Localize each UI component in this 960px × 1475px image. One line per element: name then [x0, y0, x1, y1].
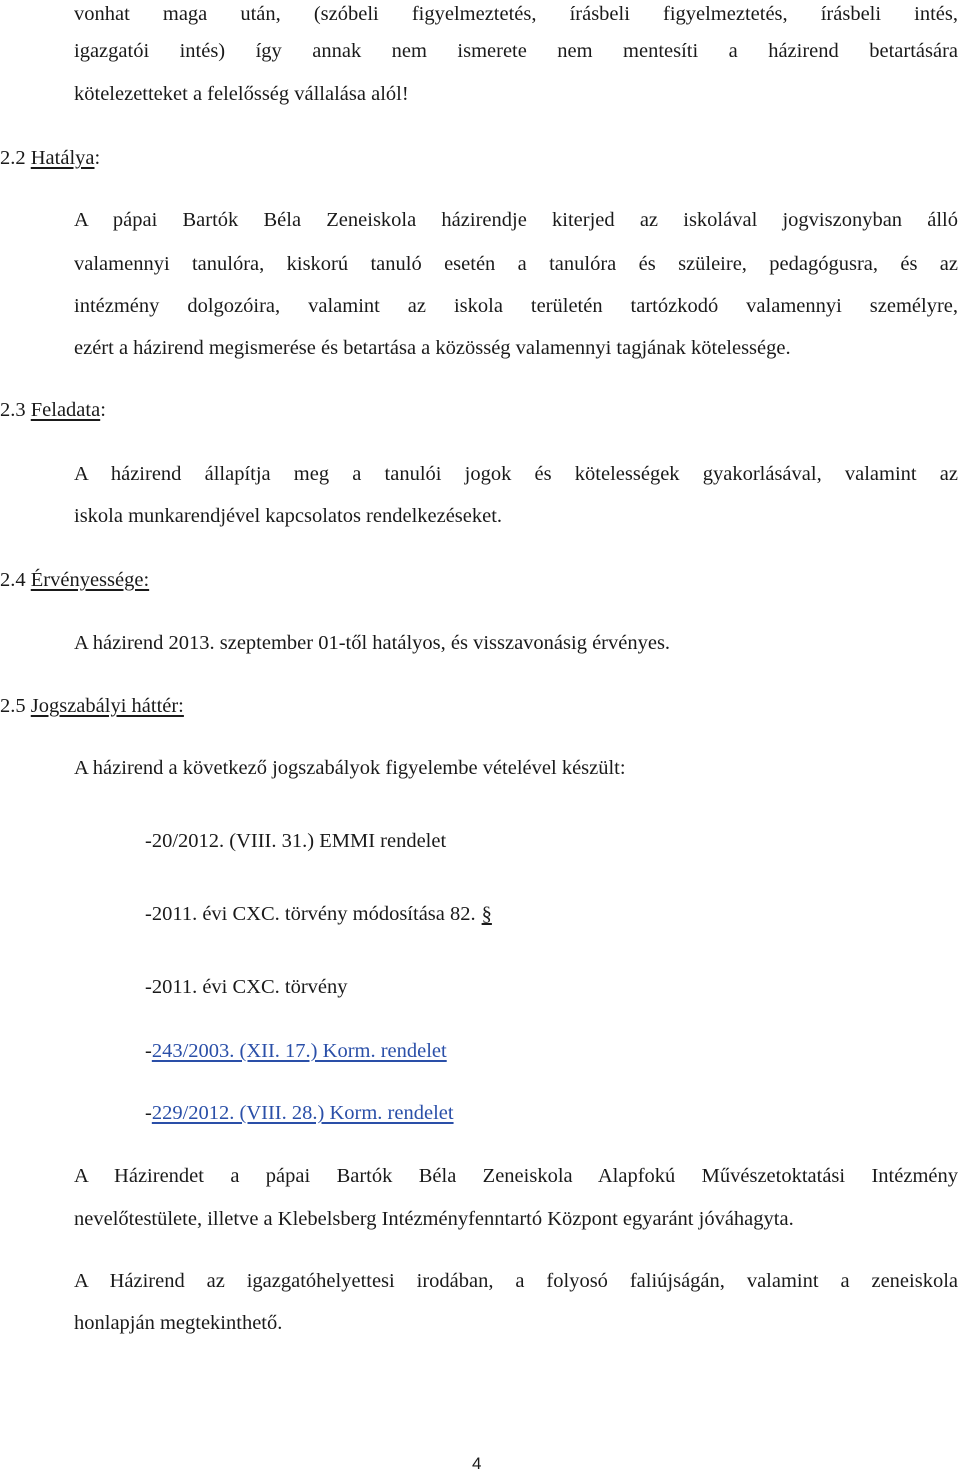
law-item-5 [145, 1103, 454, 1124]
closing-p2-line-2: honlapján megtekinthető. [74, 1312, 283, 1334]
closing-p1-line-2: nevelőtestülete, illetve a Klebelsberg Intézményfenntartó Központ egyaránt jóváhagyta. [74, 1208, 794, 1230]
section-sign-mark: § [481, 903, 492, 925]
section-title-suffix: : [94, 147, 101, 169]
intro-line-1: vonhat maga után, (szóbeli figyelmeztetés, írásbeli figyelmeztetés, írásbeli intés, [74, 3, 958, 25]
hatalya-line-4: ezért a házirend megismerése és betartása a közösség valamennyi tagjának kötelessége. [74, 337, 791, 359]
section-title: Jogszabályi háttér: [30, 695, 184, 717]
law-item-prefix: - [145, 1102, 152, 1124]
law-link-229-2012[interactable]: 229/2012. (VIII. 28.) Korm. rendelet [151, 1102, 454, 1124]
law-item-4 [145, 1041, 447, 1062]
jogszabalyi-intro: A házirend a következő jogszabályok figyelembe vételével készült: [74, 757, 626, 779]
feladata-line-2: iskola munkarendjével kapcsolatos rendelkezéseket. [74, 505, 503, 527]
feladata-line-1: A házirend állapítja meg a tanulói jogok és kötelességek gyakorlásával, valamint az [74, 463, 958, 485]
section-number: 2.4 [0, 569, 26, 591]
section-number: 2.2 [0, 147, 26, 169]
law-item-text: -2011. évi CXC. törvény [145, 976, 348, 998]
intro-line-3: kötelezetteket a felelősség vállalása alól! [74, 83, 409, 105]
hatalya-line-1: A pápai Bartók Béla Zeneiskola házirendje kiterjed az iskolával jogviszonyban álló [74, 209, 958, 231]
section-number: 2.3 [0, 399, 26, 421]
page-number: 4 [472, 1454, 482, 1473]
law-item-2 [145, 904, 492, 925]
section-title: Hatálya [30, 147, 95, 169]
section-title-suffix: : [100, 399, 106, 421]
law-link-243-2003[interactable]: 243/2003. (XII. 17.) Korm. rendelet [151, 1040, 447, 1062]
section-heading-jogszabalyi-hatter [0, 696, 184, 717]
section-heading-feladata [0, 400, 106, 421]
law-item-prefix: - [145, 1040, 152, 1062]
law-item-3 [145, 977, 348, 998]
intro-line-2: igazgatói intés) így annak nem ismerete nem mentesíti a házirend betartására [74, 40, 958, 62]
law-item-text: -2011. évi CXC. törvény módosítása 82. [145, 903, 476, 925]
section-title: Feladata [30, 399, 101, 421]
closing-p2-line-1: A Házirend az igazgatóhelyettesi irodában, a folyosó faliújságán, valamint a zeneiskola [74, 1270, 958, 1292]
closing-p1-line-1: A Házirendet a pápai Bartók Béla Zeneiskola Alapfokú Művészetoktatási Intézmény [74, 1165, 958, 1187]
hatalya-line-3: intézmény dolgozóira, valamint az iskola területén tartózkodó valamennyi személyre, [74, 295, 958, 317]
law-item-text: -20/2012. (VIII. 31.) EMMI rendelet [145, 830, 447, 852]
section-heading-hatalya [0, 148, 100, 169]
section-number: 2.5 [0, 695, 26, 717]
section-heading-ervenyessege [0, 570, 149, 591]
law-item-1 [145, 831, 446, 852]
section-title: Érvényessége: [30, 569, 150, 591]
hatalya-line-2: valamennyi tanulóra, kiskorú tanuló esetén a tanulóra és szüleire, pedagógusra, és az [74, 253, 958, 275]
ervenyessege-line-1: A házirend 2013. szeptember 01-től hatályos, és visszavonásig érvényes. [74, 632, 671, 654]
